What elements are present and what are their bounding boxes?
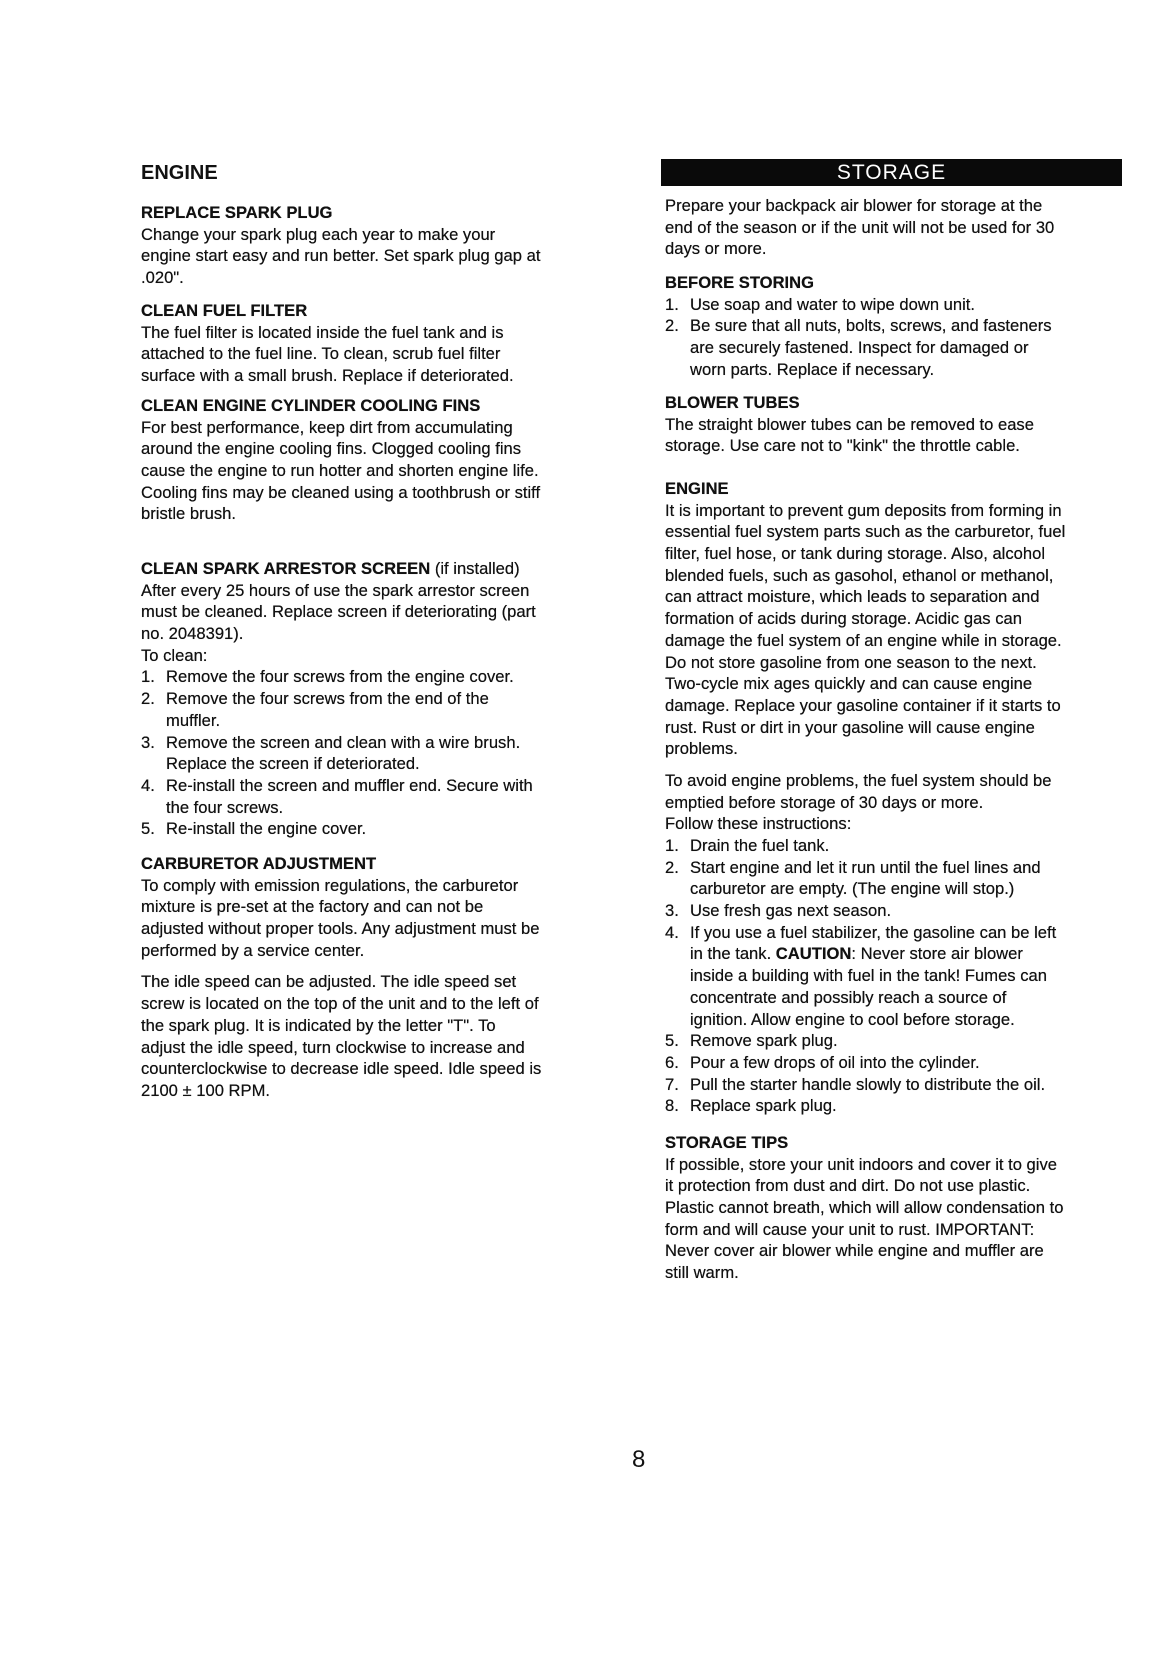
storage-tips-section [665, 1132, 1063, 1284]
cooling-fins-section [141, 395, 540, 525]
paragraph [665, 770, 1065, 835]
text-line: Remove the four screws from the engine cover. [166, 667, 514, 687]
text-line: end of the season or if the unit will not be used for 30 [665, 217, 1055, 237]
step-text [690, 835, 829, 857]
line-text: in the tank. [690, 944, 776, 964]
text-line: counterclockwise to decrease idle speed. Idle speed is [141, 1059, 542, 1079]
section-heading [665, 392, 1034, 414]
step-number: 4. [141, 775, 155, 795]
text-line: it protection from dust and dirt. Do not use plastic. [665, 1176, 1031, 1196]
section-heading [141, 202, 540, 224]
before-storing-section [665, 272, 1052, 380]
list-item [141, 688, 536, 731]
engine-maintenance-title: ENGINE [141, 162, 218, 184]
list-item [665, 857, 1065, 900]
text-line: damage. Replace your gasoline container if it starts to [665, 695, 1061, 715]
text-line: Follow these instructions: [665, 814, 852, 834]
step-text [690, 315, 1052, 380]
paragraph [141, 224, 540, 289]
text-line: The fuel filter is located inside the fuel tank and is [141, 322, 504, 342]
paragraph-gap [141, 961, 541, 971]
section-heading [141, 300, 514, 322]
text-line: It is important to prevent gum deposits from forming in [665, 500, 1062, 520]
heading-text: CLEAN FUEL FILTER [141, 301, 308, 320]
step-number: 7. [665, 1074, 679, 1094]
text-line: mixture is pre-set at the factory and can not be [141, 897, 484, 917]
step-text [690, 900, 891, 922]
heading-text: REPLACE SPARK PLUG [141, 203, 333, 222]
step-number: 1. [141, 667, 155, 687]
line-text: : Never store air blower [851, 944, 1023, 964]
section-heading [665, 478, 1065, 500]
text-line: For best performance, keep dirt from accumulating [141, 417, 513, 437]
text-line: To comply with emission regulations, the carburetor [141, 875, 519, 895]
text-line: can attract moisture, which leads to separation and [665, 587, 1040, 607]
section-heading [141, 853, 541, 875]
step-number: 8. [665, 1096, 679, 1116]
list-item [141, 732, 536, 775]
section-heading [141, 558, 536, 580]
text-line: carburetor are empty. (The engine will stop.) [690, 879, 1015, 899]
text-line: damage the fuel system of an engine while in storage. [665, 630, 1062, 650]
text-line: Change your spark plug each year to make your [141, 224, 496, 244]
text-line: problems. [665, 739, 738, 759]
step-text [690, 1030, 838, 1052]
text-line: Never cover air blower while engine and muffler are [665, 1241, 1044, 1261]
text-line: Use soap and water to wipe down unit. [690, 294, 976, 314]
text-line: blended fuels, such as gasohol, ethanol or methanol, [665, 565, 1054, 585]
heading-text: CLEAN SPARK ARRESTOR SCREEN [141, 559, 431, 578]
text-line: days or more. [665, 239, 767, 259]
list-item [665, 1074, 1065, 1096]
text-line: Start engine and let it run until the fuel lines and [690, 857, 1041, 877]
list-item [665, 922, 1065, 1030]
text-line [690, 943, 1056, 965]
list-item [665, 315, 1052, 380]
text-line: ignition. Allow engine to cool before storage. [690, 1009, 1015, 1029]
text-line: Pour a few drops of oil into the cylinder. [690, 1052, 980, 1072]
paragraph-gap [665, 760, 1065, 770]
text-line: formation of acids during storage. Acidic gas can [665, 609, 1022, 629]
text-line: To avoid engine problems, the fuel system should be [665, 770, 1052, 790]
step-text [690, 922, 1056, 1030]
text-line: Replace the screen if deteriorated. [166, 754, 420, 774]
text-line: essential fuel system parts such as the carburetor, fuel [665, 522, 1066, 542]
text-line: emptied before storage of 30 days or more. [665, 792, 984, 812]
text-line: Remove the screen and clean with a wire brush. [166, 732, 521, 752]
step-text [690, 1095, 837, 1117]
text-line: .020". [141, 268, 184, 288]
list-item [141, 775, 536, 818]
blower-tubes-section [665, 392, 1034, 457]
storage-engine-section [665, 478, 1065, 1117]
text-line: the spark plug. It is indicated by the letter "T". To [141, 1015, 496, 1035]
text-line: muffler. [166, 710, 221, 730]
list-item [665, 835, 1065, 857]
text-line: bristle brush. [141, 504, 236, 524]
paragraph [665, 414, 1034, 457]
text-line: around the engine cooling fins. Clogged cooling fins [141, 439, 522, 459]
text-line: rust. Rust or dirt in your gasoline will cause engine [665, 717, 1035, 737]
text-line: 2100 ± 100 RPM. [141, 1080, 271, 1100]
paragraph [141, 417, 540, 525]
step-text [166, 666, 514, 688]
text-line: Cooling fins may be cleaned using a toothbrush or stiff [141, 482, 541, 502]
step-number: 3. [141, 732, 155, 752]
storage-banner: STORAGE [661, 159, 1122, 186]
section-heading [141, 395, 540, 417]
paragraph [141, 580, 536, 667]
text-line: the four screws. [166, 797, 284, 817]
text-line: concentrate and possibly reach a source of [690, 987, 1007, 1007]
text-line: no. 2048391). [141, 624, 244, 644]
text-line: The idle speed can be adjusted. The idle speed set [141, 972, 517, 992]
text-line: adjust the idle speed, turn clockwise to increase and [141, 1037, 525, 1057]
paragraph [665, 500, 1065, 760]
step-number: 6. [665, 1052, 679, 1072]
section-heading [665, 272, 1052, 294]
step-text [166, 688, 489, 731]
step-text [166, 818, 366, 840]
clean-fuel-filter-section [141, 300, 514, 387]
text-line: form and will cause your unit to rust. IMPORTANT: [665, 1219, 1035, 1239]
caution-label: CAUTION [775, 944, 852, 964]
text-line: engine start easy and run better. Set spark plug gap at [141, 246, 541, 266]
text-line: adjusted without proper tools. Any adjustment must be [141, 919, 540, 939]
text-line: screw is located on the top of the unit and to the left of [141, 994, 539, 1014]
list-item [665, 294, 1052, 316]
text-line: Prepare your backpack air blower for storage at the [665, 196, 1043, 215]
text-line: Remove the four screws from the end of the [166, 689, 489, 709]
section-heading [665, 1132, 1063, 1154]
heading-text: CARBURETOR ADJUSTMENT [141, 854, 377, 873]
text-line: Replace spark plug. [690, 1096, 837, 1116]
text-line: inside a building with fuel in the tank! Fumes can [690, 966, 1047, 986]
list-item [665, 900, 1065, 922]
step-number: 1. [665, 836, 679, 855]
list-item [665, 1095, 1065, 1117]
step-text [690, 294, 975, 316]
text-line: attached to the fuel line. To clean, scrub fuel filter [141, 344, 501, 364]
text-line: storage. Use care not to "kink" the throttle cable. [665, 436, 1020, 456]
step-number: 5. [665, 1031, 679, 1051]
text-line: After every 25 hours of use the spark arrestor screen [141, 580, 530, 600]
text-line: worn parts. Replace if necessary. [690, 359, 935, 379]
step-text [690, 1052, 980, 1074]
page-number: 8 [632, 1446, 646, 1473]
heading-text: CLEAN ENGINE CYLINDER COOLING FINS [141, 396, 481, 415]
step-text [690, 857, 1041, 900]
text-line: Two-cycle mix ages quickly and can cause engine [665, 674, 1033, 694]
step-text [690, 1074, 1045, 1096]
text-line: Re-install the screen and muffler end. Secure with [166, 775, 533, 795]
heading-text: ENGINE [665, 479, 729, 498]
text-line: Re-install the engine cover. [166, 819, 367, 839]
text-line: If you use a fuel stabilizer, the gasoline can be left [690, 922, 1057, 942]
step-number: 5. [141, 819, 155, 839]
storage-intro-section [665, 195, 1054, 260]
step-number: 3. [665, 901, 679, 921]
step-text [166, 775, 533, 818]
paragraph [141, 971, 541, 1101]
paragraph [665, 1154, 1063, 1284]
step-text [166, 732, 520, 775]
text-line: performed by a service center. [141, 940, 365, 960]
heading-note: (if installed) [434, 559, 520, 578]
paragraph [141, 322, 514, 387]
step-number: 4. [665, 922, 679, 942]
text-line: surface with a small brush. Replace if deteriorated. [141, 366, 514, 386]
text-line: Do not store gasoline from one season to the next. [665, 652, 1037, 672]
text-line: filter, fuel hose, or tank during storage. Also, alcohol [665, 544, 1046, 564]
text-line: Be sure that all nuts, bolts, screws, and fasteners [690, 316, 1052, 336]
text-line: Remove spark plug. [690, 1031, 838, 1051]
paragraph [665, 195, 1054, 260]
text-line: To clean: [141, 645, 208, 665]
text-line: Pull the starter handle slowly to distribute the oil. [690, 1074, 1046, 1094]
list-item [141, 818, 536, 840]
text-line: The straight blower tubes can be removed to ease [665, 414, 1034, 434]
replace-spark-plug-section [141, 202, 540, 289]
text-line: Plastic cannot breath, which will allow condensation to [665, 1198, 1064, 1218]
text-line: cause the engine to run hotter and shorten engine life. [141, 461, 539, 481]
step-number: 1. [665, 294, 679, 314]
heading-text: BLOWER TUBES [665, 393, 800, 412]
step-number: 2. [141, 689, 155, 709]
spark-arrestor-section [141, 558, 536, 840]
step-number: 2. [665, 857, 679, 877]
text-line: are securely fastened. Inspect for damaged or [690, 338, 1029, 358]
text-line: If possible, store your unit indoors and cover it to give [665, 1154, 1058, 1174]
list-item [141, 666, 536, 688]
heading-text: STORAGE TIPS [665, 1133, 789, 1152]
step-number: 2. [665, 316, 679, 336]
carburetor-adjustment-section [141, 853, 541, 1102]
paragraph [141, 875, 541, 962]
text-line: must be cleaned. Replace screen if deteriorating (part [141, 602, 536, 622]
text-line: Drain the fuel tank. [690, 836, 830, 855]
list-item [665, 1030, 1065, 1052]
list-item [665, 1052, 1065, 1074]
text-line: still warm. [665, 1263, 739, 1283]
text-line: Use fresh gas next season. [690, 901, 892, 921]
heading-text: BEFORE STORING [665, 273, 815, 292]
